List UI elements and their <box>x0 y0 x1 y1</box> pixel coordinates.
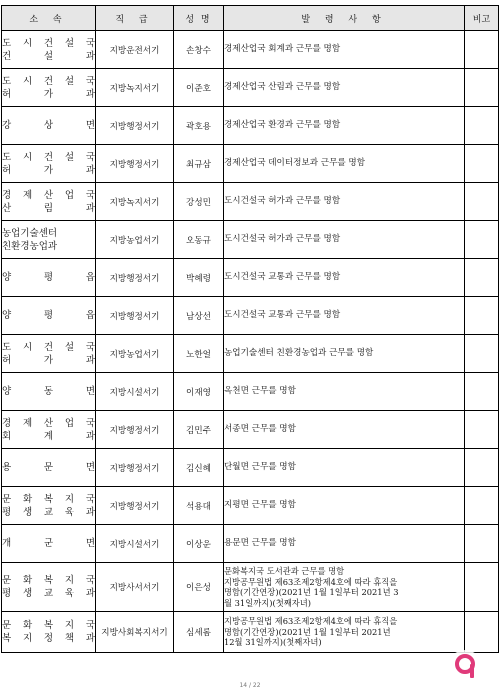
remark-cell <box>465 335 499 373</box>
dept-cell <box>2 487 96 525</box>
header-order: 발 령 사 항 <box>224 6 465 31</box>
remark-cell <box>465 411 499 449</box>
order-line: 명함(기간연장)(2021년 1월 1일부터 2021년 <box>224 626 391 637</box>
table-row <box>2 612 499 653</box>
remark-cell <box>465 259 499 297</box>
dept-line: 양 평 읍 <box>2 272 95 283</box>
table-row <box>2 297 499 335</box>
grade-cell: 지방시설서기 <box>96 525 174 563</box>
dept-line: 양 동 면 <box>2 386 95 397</box>
table-row <box>2 411 499 449</box>
grade-cell: 지방사서서기 <box>96 563 174 612</box>
table-row <box>2 183 499 221</box>
order-cell <box>224 373 465 411</box>
grade-cell: 지방녹지서기 <box>96 69 174 107</box>
dept-line: 산 림 과 <box>2 202 95 214</box>
order-line: 도시건설국 허가과 근무를 명함 <box>224 234 341 244</box>
dept-cell <box>2 612 96 653</box>
order-line: 농업기술센터 친환경농업과 근무를 명함 <box>224 348 374 358</box>
order-cell <box>224 487 465 525</box>
order-cell <box>224 183 465 221</box>
name-cell: 박혜령 <box>174 259 224 297</box>
news-logo-icon <box>446 648 484 686</box>
table-row <box>2 525 499 563</box>
name-cell: 석용대 <box>174 487 224 525</box>
order-line: 옥천면 근무를 명함 <box>224 386 296 396</box>
remark-cell <box>465 69 499 107</box>
dept-cell <box>2 373 96 411</box>
order-line: 서종면 근무를 명함 <box>224 424 296 434</box>
dept-line: 문 화 복 지 국 <box>2 620 95 631</box>
order-line: 도시건설국 허가과 근무를 명함 <box>224 196 341 206</box>
table-row <box>2 107 499 145</box>
order-cell <box>224 145 465 183</box>
dept-cell <box>2 259 96 297</box>
dept-line: 평 생 교 육 과 <box>2 588 95 599</box>
grade-cell: 지방행정서기 <box>96 107 174 145</box>
dept-line: 도 시 건 설 국 <box>2 75 95 87</box>
remark-cell <box>465 107 499 145</box>
dept-line: 문 화 복 지 국 <box>2 575 95 586</box>
order-line: 경제산업국 산림과 근무를 명함 <box>224 82 341 92</box>
order-line: 도시건설국 교통과 근무를 명함 <box>224 272 341 282</box>
table-row <box>2 69 499 107</box>
order-cell <box>224 335 465 373</box>
grade-cell: 지방농업서기 <box>96 335 174 373</box>
dept-line: 강 상 면 <box>2 120 95 131</box>
order-line: 경제산업국 환경과 근무를 명함 <box>224 120 341 130</box>
grade-cell: 지방운전서기 <box>96 31 174 69</box>
order-cell <box>224 449 465 487</box>
dept-line: 경 제 산 업 국 <box>2 417 95 429</box>
name-cell: 이재영 <box>174 373 224 411</box>
name-cell: 김민주 <box>174 411 224 449</box>
table-row <box>2 31 499 69</box>
table-row <box>2 563 499 612</box>
name-cell: 최규삼 <box>174 145 224 183</box>
header-name: 성 명 <box>174 6 224 31</box>
dept-cell <box>2 221 96 259</box>
remark-cell <box>465 525 499 563</box>
grade-cell: 지방농업서기 <box>96 221 174 259</box>
dept-line: 회 계 과 <box>2 430 95 442</box>
dept-line: 용 문 면 <box>2 462 95 473</box>
dept-cell <box>2 449 96 487</box>
dept-line: 농업기술센터 <box>2 227 58 239</box>
order-cell <box>224 411 465 449</box>
remark-cell <box>465 297 499 335</box>
dept-cell <box>2 107 96 145</box>
remark-cell <box>465 145 499 183</box>
dept-line: 건 설 과 <box>2 50 95 62</box>
dept-line: 친환경농업과 <box>2 240 58 252</box>
order-cell <box>224 563 465 612</box>
remark-cell <box>465 487 499 525</box>
order-line: 명함(기간연장)(2021년 1월 1일부터 2021년 3 <box>224 587 399 597</box>
order-line: 월 31일까지)(첫째자녀) <box>224 597 312 608</box>
dept-line: 도 시 건 설 국 <box>2 341 95 353</box>
name-cell: 노한얼 <box>174 335 224 373</box>
table-row <box>2 259 499 297</box>
order-line: 지방공무원법 제63조제2항제4호에 따라 휴직을 <box>224 616 398 627</box>
dept-line: 평 생 교 육 과 <box>2 506 95 518</box>
grade-cell: 지방녹지서기 <box>96 183 174 221</box>
order-line: 경제산업국 회계과 근무를 명함 <box>224 44 341 54</box>
dept-cell <box>2 69 96 107</box>
grade-cell: 지방행정서기 <box>96 487 174 525</box>
header-dept: 소 속 <box>2 6 96 31</box>
page-number: 14 / 22 <box>239 682 261 689</box>
name-cell: 이은성 <box>174 563 224 612</box>
personnel-order-table <box>1 5 499 653</box>
remark-cell <box>465 31 499 69</box>
order-line: 단월면 근무를 명함 <box>224 462 296 472</box>
dept-line: 개 군 면 <box>2 538 95 549</box>
table-row <box>2 145 499 183</box>
name-cell: 곽호용 <box>174 107 224 145</box>
grade-cell: 지방사회복지서기 <box>96 612 174 653</box>
header-grade: 직 급 <box>96 6 174 31</box>
dept-line: 허 가 과 <box>2 164 95 176</box>
dept-cell <box>2 145 96 183</box>
name-cell: 남상선 <box>174 297 224 335</box>
dept-cell <box>2 31 96 69</box>
order-line: 지평면 근무를 명함 <box>224 500 296 510</box>
dept-cell <box>2 525 96 563</box>
remark-cell <box>465 221 499 259</box>
order-line: 문화복지국 도서관과 근무를 명함 <box>224 566 345 576</box>
table-row <box>2 373 499 411</box>
name-cell: 이준호 <box>174 69 224 107</box>
order-line: 지방공무원법 제63조제2항제4호에 따라 휴직을 <box>224 576 398 587</box>
name-cell: 손창수 <box>174 31 224 69</box>
dept-line: 도 시 건 설 국 <box>2 151 95 163</box>
grade-cell: 지방행정서기 <box>96 145 174 183</box>
name-cell: 심세롬 <box>174 612 224 653</box>
remark-cell <box>465 612 499 653</box>
table-row <box>2 487 499 525</box>
table-header <box>2 6 499 31</box>
dept-line: 양 평 읍 <box>2 310 95 321</box>
order-cell <box>224 525 465 563</box>
order-line: 용문면 근무를 명함 <box>224 538 296 548</box>
dept-line: 허 가 과 <box>2 354 95 366</box>
order-cell <box>224 297 465 335</box>
grade-cell: 지방행정서기 <box>96 411 174 449</box>
header-remark: 비고 <box>465 6 499 31</box>
dept-line: 복 지 정 책 과 <box>2 633 95 644</box>
dept-line: 도 시 건 설 국 <box>2 37 95 49</box>
order-line: 12월 31일까지)(첫째자녀) <box>224 637 322 648</box>
order-cell <box>224 221 465 259</box>
order-cell <box>224 31 465 69</box>
order-cell <box>224 612 465 653</box>
remark-cell <box>465 183 499 221</box>
dept-cell <box>2 563 96 612</box>
grade-cell: 지방시설서기 <box>96 373 174 411</box>
dept-cell <box>2 411 96 449</box>
dept-cell <box>2 297 96 335</box>
order-line: 경제산업국 데이터정보과 근무를 명함 <box>224 158 366 168</box>
dept-line: 문 화 복 지 국 <box>2 493 95 505</box>
name-cell: 김신혜 <box>174 449 224 487</box>
dept-cell <box>2 183 96 221</box>
remark-cell <box>465 449 499 487</box>
dept-line: 경 제 산 업 국 <box>2 189 95 201</box>
table-row <box>2 335 499 373</box>
dept-cell <box>2 335 96 373</box>
order-cell <box>224 259 465 297</box>
table-body <box>2 31 499 653</box>
table-row <box>2 221 499 259</box>
table-row <box>2 449 499 487</box>
remark-cell <box>465 563 499 612</box>
grade-cell: 지방행정서기 <box>96 259 174 297</box>
grade-cell: 지방행정서기 <box>96 297 174 335</box>
name-cell: 강성민 <box>174 183 224 221</box>
name-cell: 이상운 <box>174 525 224 563</box>
order-line: 도시건설국 교통과 근무를 명함 <box>224 310 341 320</box>
order-cell <box>224 69 465 107</box>
name-cell: 오동규 <box>174 221 224 259</box>
order-cell <box>224 107 465 145</box>
grade-cell: 지방행정서기 <box>96 449 174 487</box>
remark-cell <box>465 373 499 411</box>
dept-line: 허 가 과 <box>2 88 95 100</box>
